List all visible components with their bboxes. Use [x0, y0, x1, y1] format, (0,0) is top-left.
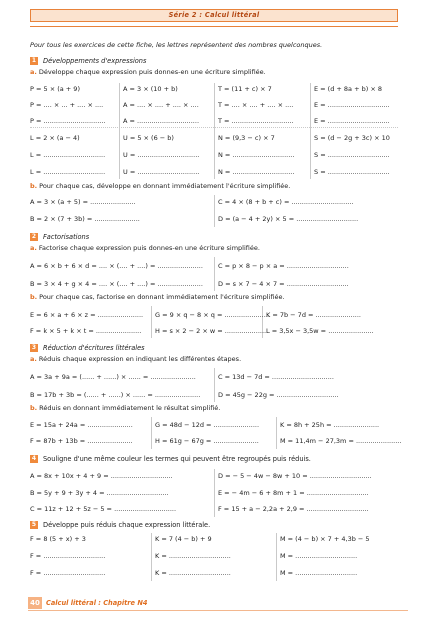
row-divider	[30, 127, 398, 128]
expression-line: F = k × 5 + k × t = ......................	[30, 327, 142, 335]
column-divider	[214, 368, 215, 402]
section-2-heading	[30, 233, 89, 241]
subquestion-2a	[30, 244, 260, 252]
expression-line: N = (9,3 − c) × 7	[218, 134, 275, 142]
expression-line: D = (a − 4 + 2y) × 5 = ..............................	[218, 215, 359, 223]
column-divider	[119, 83, 120, 179]
section-4-heading	[30, 455, 311, 463]
column-divider	[214, 195, 215, 227]
section-number: 3	[31, 344, 37, 351]
expression-line: B = 5y + 9 + 3y + 4 = ..............................	[30, 489, 169, 497]
answer-line: L = ..............................	[30, 151, 106, 159]
expression-line: U = 5 × (6 − b)	[123, 134, 174, 142]
column-divider	[310, 83, 311, 179]
column-divider	[214, 257, 215, 291]
answer-line: P = ..............................	[30, 117, 106, 125]
answer-line: T = .... × .... + .... × ....	[218, 101, 294, 109]
subquestion-1a	[30, 68, 266, 76]
expression-line: H = s × 2 − 2 × w = ......................	[155, 327, 271, 335]
expression-line: D = 45g − 22g = ..............................	[218, 391, 339, 399]
expression-line: F = 15 + a − 2,2a + 2,9 = ..............................	[218, 505, 369, 513]
answer-line: A = ..............................	[123, 117, 200, 125]
subquestion-text: Pour chaque cas, développe en donnant immédiatement l'écriture simplifiée.	[39, 182, 291, 190]
expression-line: K = 8h + 25h = ......................	[280, 421, 380, 429]
answer-line: N = ..............................	[218, 151, 295, 159]
expression-line: E = 6 × a + 6 × z = ......................	[30, 311, 144, 319]
subquestion-1b	[30, 182, 290, 190]
expression-line: M = (4 − b) × 7 + 4,3b − 5	[280, 535, 370, 543]
chapter-footer: Calcul littéral : Chapitre N4	[46, 599, 148, 607]
answer-line: L = ..............................	[30, 168, 106, 176]
series-title: Série 2 : Calcul littéral	[30, 9, 398, 22]
expression-line: D = − 5 − 4w − 8w + 10 = ..............................	[218, 472, 372, 480]
subquestion-2b	[30, 293, 285, 301]
answer-line: A = .... × .... + .... × ....	[123, 101, 199, 109]
section-title: Développe puis réduis chaque expression littérale.	[43, 521, 211, 529]
expression-line: P = 5 × (a + 9)	[30, 85, 80, 93]
header-divider	[30, 26, 398, 27]
subquestion-text: Pour chaque cas, factorise en donnant immédiatement l'écriture simplifiée.	[39, 293, 285, 301]
expression-line: E = (d + 8a + b) × 8	[314, 85, 382, 93]
section-title: Souligne d'une même couleur les termes qui peuvent être regroupés puis réduis.	[43, 455, 311, 463]
expression-line: S = (d − 2g + 3c) × 10	[314, 134, 390, 142]
section-number: 1	[31, 57, 37, 64]
answer-line: K = ..............................	[155, 552, 231, 560]
expression-line: A = 3a + 9a = (...... + ......) × ...... = ......................	[30, 373, 196, 381]
answer-line: T = ..............................	[218, 117, 294, 125]
column-divider	[276, 533, 277, 581]
expression-line: E = − 4m − 6 + 8m + 1 = ..............................	[218, 489, 369, 497]
section-5-heading	[30, 521, 210, 529]
answer-line: P = .... × ... + .... × ....	[30, 101, 104, 109]
section-3-heading	[30, 344, 145, 352]
answer-line: S = ..............................	[314, 168, 390, 176]
expression-line: G = 9 × q − 8 × q = ......................	[155, 311, 270, 319]
answer-line: M = ..............................	[280, 569, 358, 577]
column-divider	[214, 469, 215, 517]
expression-line: K = 7 (4 − b) + 9	[155, 535, 212, 543]
expression-line: A = 3 × (a + 5) = ......................	[30, 198, 136, 206]
expression-line: K = 7b − 7d = ......................	[266, 311, 361, 319]
expression-line: C = 4 × (8 + b + c) = ..............................	[218, 198, 354, 206]
subquestion-letter: b.	[30, 182, 38, 190]
answer-line: U = ..............................	[123, 151, 200, 159]
expression-line: C = 11z + 12 + 5z − 5 = ..............................	[30, 505, 177, 513]
section-title: Réduction d'écritures littérales	[43, 344, 145, 352]
subquestion-letter: a.	[30, 355, 37, 363]
expression-line: D = s × 7 − 4 × 7 = ..............................	[218, 280, 349, 288]
subquestion-text: Réduis en donnant immédiatement le résultat simplifié.	[39, 404, 221, 412]
subquestion-letter: a.	[30, 244, 37, 252]
column-divider	[151, 306, 152, 338]
column-divider	[214, 83, 215, 179]
section-number: 2	[31, 233, 37, 240]
section-number: 4	[31, 455, 37, 462]
expression-line: C = p × 8 − p × a = ..............................	[218, 262, 349, 270]
column-divider	[151, 533, 152, 581]
expression-line: B = 3 × 4 + g × 4 = .... × (.... + ....) = ......................	[30, 280, 203, 288]
subquestion-text: Réduis chaque expression en indiquant les différentes étapes.	[38, 355, 242, 363]
expression-line: F = 8 (5 + x) + 3	[30, 535, 86, 543]
subquestion-3b	[30, 404, 220, 412]
expression-line: B = 17b + 3b = (...... + ......) × ...... = ......................	[30, 391, 201, 399]
subquestion-letter: a.	[30, 68, 37, 76]
answer-line: E = ..............................	[314, 101, 390, 109]
intro-text: Pour tous les exercices de cette fiche, les lettres représentent des nombres quelconques.	[30, 41, 323, 49]
answer-line: E = ..............................	[314, 117, 390, 125]
expression-line: L = 2 × (a − 4)	[30, 134, 80, 142]
expression-line: A = 8x + 10x + 4 + 9 = ..............................	[30, 472, 173, 480]
answer-line: M = ..............................	[280, 552, 358, 560]
subquestion-text: Factorise chaque expression puis donnes-en une écriture simplifiée.	[38, 244, 260, 252]
answer-line: F = ..............................	[30, 569, 106, 577]
expression-line: H = 61g − 67g = ......................	[155, 437, 259, 445]
section-number: 5	[31, 521, 37, 528]
expression-line: C = 13d − 7d = ..............................	[218, 373, 334, 381]
expression-line: E = 15a + 24a = ......................	[30, 421, 133, 429]
section-title: Factorisations	[43, 233, 90, 241]
subquestion-letter: b.	[30, 293, 38, 301]
subquestion-letter: b.	[30, 404, 38, 412]
expression-line: M = 11,4m − 27,3m = ......................	[280, 437, 402, 445]
expression-line: T = (11 + c) × 7	[218, 85, 272, 93]
expression-line: A = 6 × b + 6 × d = .... × (.... + ....) = ......................	[30, 262, 203, 270]
expression-line: G = 48d − 12d = ......................	[155, 421, 260, 429]
column-divider	[151, 417, 152, 449]
expression-line: A = 3 × (10 + b)	[123, 85, 178, 93]
column-divider	[276, 417, 277, 449]
page-number: 40	[28, 597, 42, 609]
subquestion-text: Développe chaque expression puis donnes-en une écriture simplifiée.	[38, 68, 266, 76]
expression-line: L = 3,5x − 3,5w = ......................	[266, 327, 374, 335]
section-1-heading	[30, 57, 146, 65]
answer-line: U = ..............................	[123, 168, 200, 176]
subquestion-3a	[30, 355, 241, 363]
expression-line: F = 87b + 13b = ......................	[30, 437, 133, 445]
expression-line: B = 2 × (7 + 3b) = ......................	[30, 215, 140, 223]
footer-rule	[28, 610, 408, 611]
answer-line: N = ..............................	[218, 168, 295, 176]
answer-line: K = ..............................	[155, 569, 231, 577]
answer-line: S = ..............................	[314, 151, 390, 159]
section-title: Développements d'expressions	[43, 57, 147, 65]
answer-line: F = ..............................	[30, 552, 106, 560]
